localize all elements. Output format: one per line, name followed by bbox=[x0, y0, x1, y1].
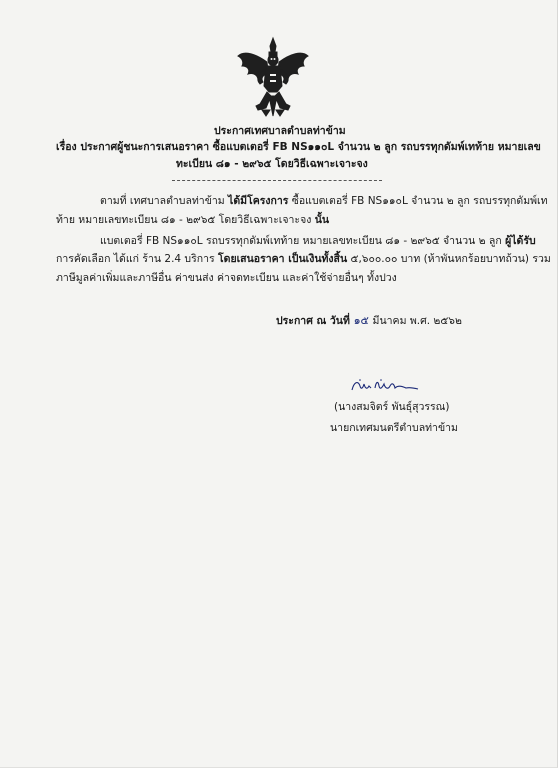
p1-item: ซื้อแบตเตอรี่ FB NS๑๑๐L จำนวน ๒ ลูก รถบรรทุกดัมพ์เท bbox=[291, 195, 548, 207]
paragraph-1-line-1 bbox=[100, 194, 548, 208]
p2-selection: การคัดเลือก bbox=[56, 253, 111, 265]
garuda-emblem-icon bbox=[236, 36, 310, 118]
divider-line bbox=[172, 180, 382, 181]
p2-price-label: โดยเสนอราคา เป็นเงินทั้งสิ้น bbox=[217, 253, 348, 265]
paragraph-1-line-2 bbox=[56, 213, 329, 227]
paragraph-2-line-3: ภาษีมูลค่าเพิ่มและภาษีอื่น ค่าขนส่ง ค่าจดทะเบียน และค่าใช้จ่ายอื่นๆ ทั้งปวง bbox=[56, 272, 397, 284]
p2-item: แบตเตอรี่ FB NS๑๑๐L รถบรรทุกดัมพ์เทท้าย หมายเลขทะเบียน ๘๑ - ๒๙๖๕ จำนวน ๒ ลูก bbox=[100, 235, 502, 247]
p1-item-cont: ท้าย หมายเลขทะเบียน ๘๑ - ๒๙๖๕ โดยวิธีเฉพาะเจาะจง bbox=[56, 214, 312, 226]
p1-org: ตามที่ เทศบาลตำบลท่าข้าม bbox=[100, 195, 225, 207]
p2-winner-label: ผู้ได้รับ bbox=[505, 235, 536, 247]
signatory-name: (นางสมจิตร์ พันธุ์สุวรรณ) bbox=[334, 401, 450, 413]
announce-prefix: ประกาศ ณ วันที่ bbox=[276, 315, 350, 327]
announce-day: ๑๕ bbox=[353, 314, 369, 327]
p1-end: นั้น bbox=[314, 214, 330, 226]
org-title: ประกาศเทศบาลตำบลท่าข้าม bbox=[214, 125, 346, 137]
p2-price-amount: ๕,๖๐๐.๐๐ บาท (ห้าพันหกร้อยบาทถ้วน) รวม bbox=[350, 253, 551, 265]
p2-vendor: ได้แก่ ร้าน 2.4 บริการ bbox=[113, 253, 215, 265]
subject-line-2: ทะเบียน ๘๑ - ๒๙๖๕ โดยวิธีเฉพาะเจาะจง bbox=[176, 158, 368, 170]
paragraph-2-line-1 bbox=[100, 234, 536, 248]
announce-month-year: มีนาคม พ.ศ. ๒๕๖๒ bbox=[372, 315, 462, 327]
paragraph-2-line-2 bbox=[56, 252, 551, 266]
p1-project-label: ได้มีโครงการ bbox=[228, 195, 289, 207]
signature bbox=[348, 376, 420, 396]
subject-line-1: เรื่อง ประกาศผู้ชนะการเสนอราคา ซื้อแบตเตอรี่ FB NS๑๑๐L จำนวน ๒ ลูก รถบรรทุกดัมพ์เทท้าย หมายเลข bbox=[56, 141, 541, 153]
signatory-position: นายกเทศมนตรีตำบลท่าข้าม bbox=[330, 422, 458, 434]
announce-date bbox=[276, 314, 462, 328]
